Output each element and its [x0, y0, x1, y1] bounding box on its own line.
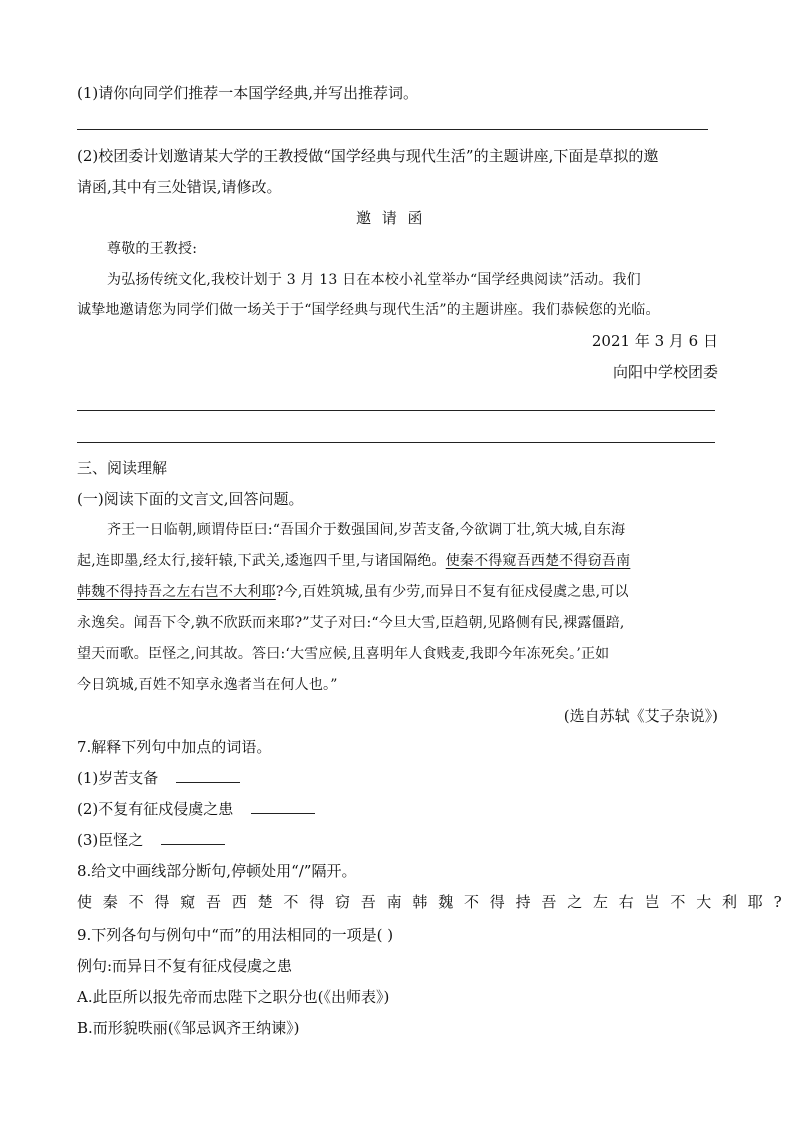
underlined-passage: 使秦不得窥吾西楚不得窃吾南: [445, 553, 631, 569]
q7-item: [77, 798, 315, 819]
answer-line: [77, 442, 715, 443]
answer-blank[interactable]: [251, 799, 315, 814]
underlined-passage: 韩魏不得持吾之左右岂不大利耶: [77, 584, 276, 600]
q7-item-text: (3)臣怪之: [77, 831, 144, 849]
question-7: 7.解释下列句中加点的词语。: [77, 738, 272, 756]
letter-body-line1: 为弘扬传统文化,我校计划于 3 月 13 日在本校小礼堂举办“国学经典阅读”活动。我们: [107, 272, 641, 288]
passage-line: [77, 550, 630, 570]
letter-signature: 向阳中学校团委: [612, 363, 718, 381]
letter-body-line2: 诚挚地邀请您为同学们做一场关于于“国学经典与现代生活”的主题讲座。我们恭候您的光临。: [77, 302, 660, 318]
passage-line: 望天而歌。臣怪之,问其故。答曰:‘大雪应候,且喜明年人食贱麦,我即今年冻死矣。’正如: [77, 646, 610, 662]
q7-item: [77, 767, 240, 788]
q7-item-text: (1)岁苦支备: [77, 769, 159, 787]
question-2-line1: (2)校团委计划邀请某大学的王教授做“国学经典与现代生活”的主题讲座,下面是草拟的邀: [77, 147, 659, 165]
letter-salutation: 尊敬的王教授:: [107, 241, 198, 257]
q9-option-a: A.此臣所以报先帝而忠陛下之职分也(《出师表》): [77, 988, 390, 1006]
passage-line: 永逸矣。闻吾下令,孰不欣跃而来耶?”艾子对曰:“今旦大雪,臣趋朝,见路侧有民,裸露僵踣,: [77, 615, 625, 631]
question-2-line2: 请函,其中有三处错误,请修改。: [77, 178, 282, 196]
q9-example: 例句:而异日不复有征戍侵虞之患: [77, 957, 293, 975]
question-8: 8.给文中画线部分断句,停顿处用“/”隔开。: [77, 862, 357, 880]
section-heading: 三、阅读理解: [77, 459, 168, 477]
answer-line: [77, 410, 715, 411]
q9-option-b: B.而形貌昳丽(《邹忌讽齐王纳谏》): [77, 1019, 300, 1037]
question-1-text: (1)请你向同学们推荐一本国学经典,并写出推荐词。: [77, 84, 419, 102]
passage-text: ?今,百姓筑城,虽有少劳,而异日不复有征戍侵虞之患,可以: [275, 584, 629, 600]
passage-line: 齐王一日临朝,顾谓侍臣曰:“吾国介于数强国间,岁苦支备,今欲调丁壮,筑大城,自东海: [107, 522, 626, 538]
subsection-heading: (一)阅读下面的文言文,回答问题。: [77, 490, 304, 508]
q8-sentence: 使秦不得窥吾西楚不得窃吾南韩魏不得持吾之左右岂不大利耶?: [77, 893, 793, 911]
answer-blank[interactable]: [161, 830, 225, 845]
question-9: 9.下列各句与例句中“而”的用法相同的一项是( ): [77, 926, 394, 944]
letter-date: 2021 年 3 月 6 日: [591, 332, 718, 350]
answer-blank[interactable]: [176, 768, 240, 783]
passage-line: 今日筑城,百姓不知享永逸者当在何人也。”: [77, 677, 338, 693]
q7-item-text: (2)不复有征戍侵虞之患: [77, 800, 234, 818]
passage-text: 起,连即墨,经太行,接轩辕,下武关,逶迤四千里,与诸国隔绝。: [77, 553, 446, 569]
letter-title: 邀 请 函: [356, 209, 426, 227]
passage-source: (选自苏轼《艾子杂说》): [563, 707, 718, 725]
answer-line: [77, 129, 708, 130]
q7-item: [77, 829, 225, 850]
passage-line: [77, 581, 629, 601]
